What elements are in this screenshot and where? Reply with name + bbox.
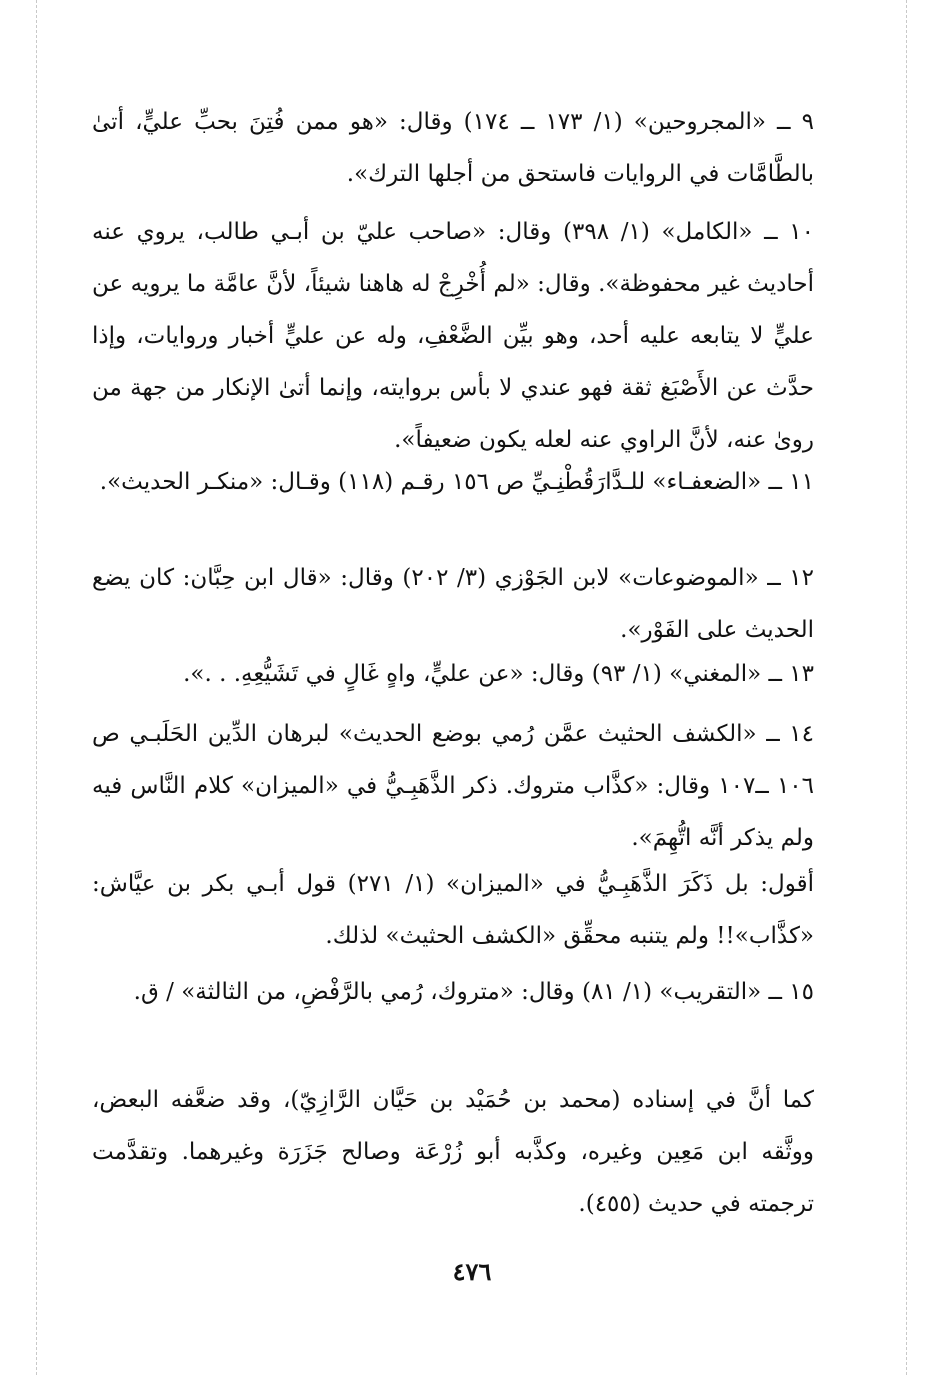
- paragraph-isnad-note: [92, 1074, 814, 1230]
- left-margin-guide: [36, 0, 37, 1375]
- paragraph-14: [92, 708, 814, 864]
- paragraph-text: أقول: بل ذَكَرَ الذَّهَبِـيُّ في «الميزان» (١/ ٢٧١) قول أبـي بكر بن عيَّاش: «كذَّاب»!! ولم يتنبه محقِّق «الكشف الحثيث» لذلك.: [92, 871, 814, 949]
- paragraph-text: ١٥ ــ «التقريب» (١/ ٨١) وقال: «متروك، رُمي بالرَّفْضِ، من الثالثة» / ق.: [133, 979, 814, 1005]
- paragraph-text: ١٣ ــ «المغني» (١/ ٩٣) وقال: «عن عليٍّ، واهٍ غَالٍ في تَشَيُّعِهِ. . .».: [183, 661, 814, 687]
- paragraph-9: [92, 96, 814, 200]
- right-margin-guide: [906, 0, 907, 1375]
- paragraph-12: [92, 552, 814, 656]
- paragraph-text: ١٢ ــ «الموضوعات» لابن الجَوْزي (٣/ ٢٠٢) وقال: «قال ابن حِبَّان: كان يضع الحديث على الفَوْر».: [92, 565, 814, 643]
- paragraph-text: ١٠ ــ «الكامل» (١/ ٣٩٨) وقال: «صاحب عليّ بن أبـي طالب، يروي عنه أحاديث غير محفوظة». وقال: «لم أُخْرِجْ له هاهنا شيئاً، لأنَّ عامَّة ما يرويه عن عليٍّ لا يتابعه عليه أحد، وهو بيِّن الضَّعْفِ، وله عن عليٍّ أخبار وروايات، وإذا حدَّث عن الأَصْبَغ ثقة فهو عندي لا بأس بروايته، وإنما أتىٰ الإنكار من جهة من روىٰ عنه، لأنَّ الراوي عنه لعله يكون ضعيفاً».: [92, 219, 815, 453]
- paragraph-15: [92, 966, 814, 1018]
- paragraph-text: ٩ ــ «المجروحين» (١/ ١٧٣ ــ ١٧٤) وقال: «هو ممن فُتِنَ بحبِّ عليٍّ، أتىٰ بالطَّامَّات في الروايات فاستحق من أجلها الترك».: [92, 109, 814, 187]
- paragraph-text: كما أنَّ في إسناده (محمد بن حُمَيْد بن حَيَّان الرَّازِيّ)، وقد ضعَّفه البعض، ووثَّقه ابن مَعِين وغيره، وكذَّبه أبو زُرْعَة وصالح جَزَرَة وغيرهما. وتقدَّمت ترجمته في حديث (٤٥٥).: [92, 1087, 814, 1217]
- paragraph-11: [92, 456, 814, 508]
- paragraph-10: [92, 206, 814, 466]
- paragraph-text: ١١ ــ «الضعفـاء» للـدَّارَقُطْنِـيِّ ص ١٥٦ رقـم (١١٨) وقـال: «منكـر الحديث».: [99, 469, 814, 495]
- paragraph-comment: [92, 858, 814, 962]
- paragraph-text: ١٤ ــ «الكشف الحثيث عمَّن رُمي بوضع الحديث» لبرهان الدِّين الحَلَبـي ص ١٠٦ ــ١٠٧ وقال: «كذَّاب متروك. ذكر الذَّهَبِـيُّ في «الميزان» كلام النَّاس فيه ولم يذكر أنَّه اتُّهِمَ».: [92, 721, 814, 851]
- paragraph-13: [92, 648, 814, 700]
- page-number: ٤٧٦: [452, 1257, 492, 1286]
